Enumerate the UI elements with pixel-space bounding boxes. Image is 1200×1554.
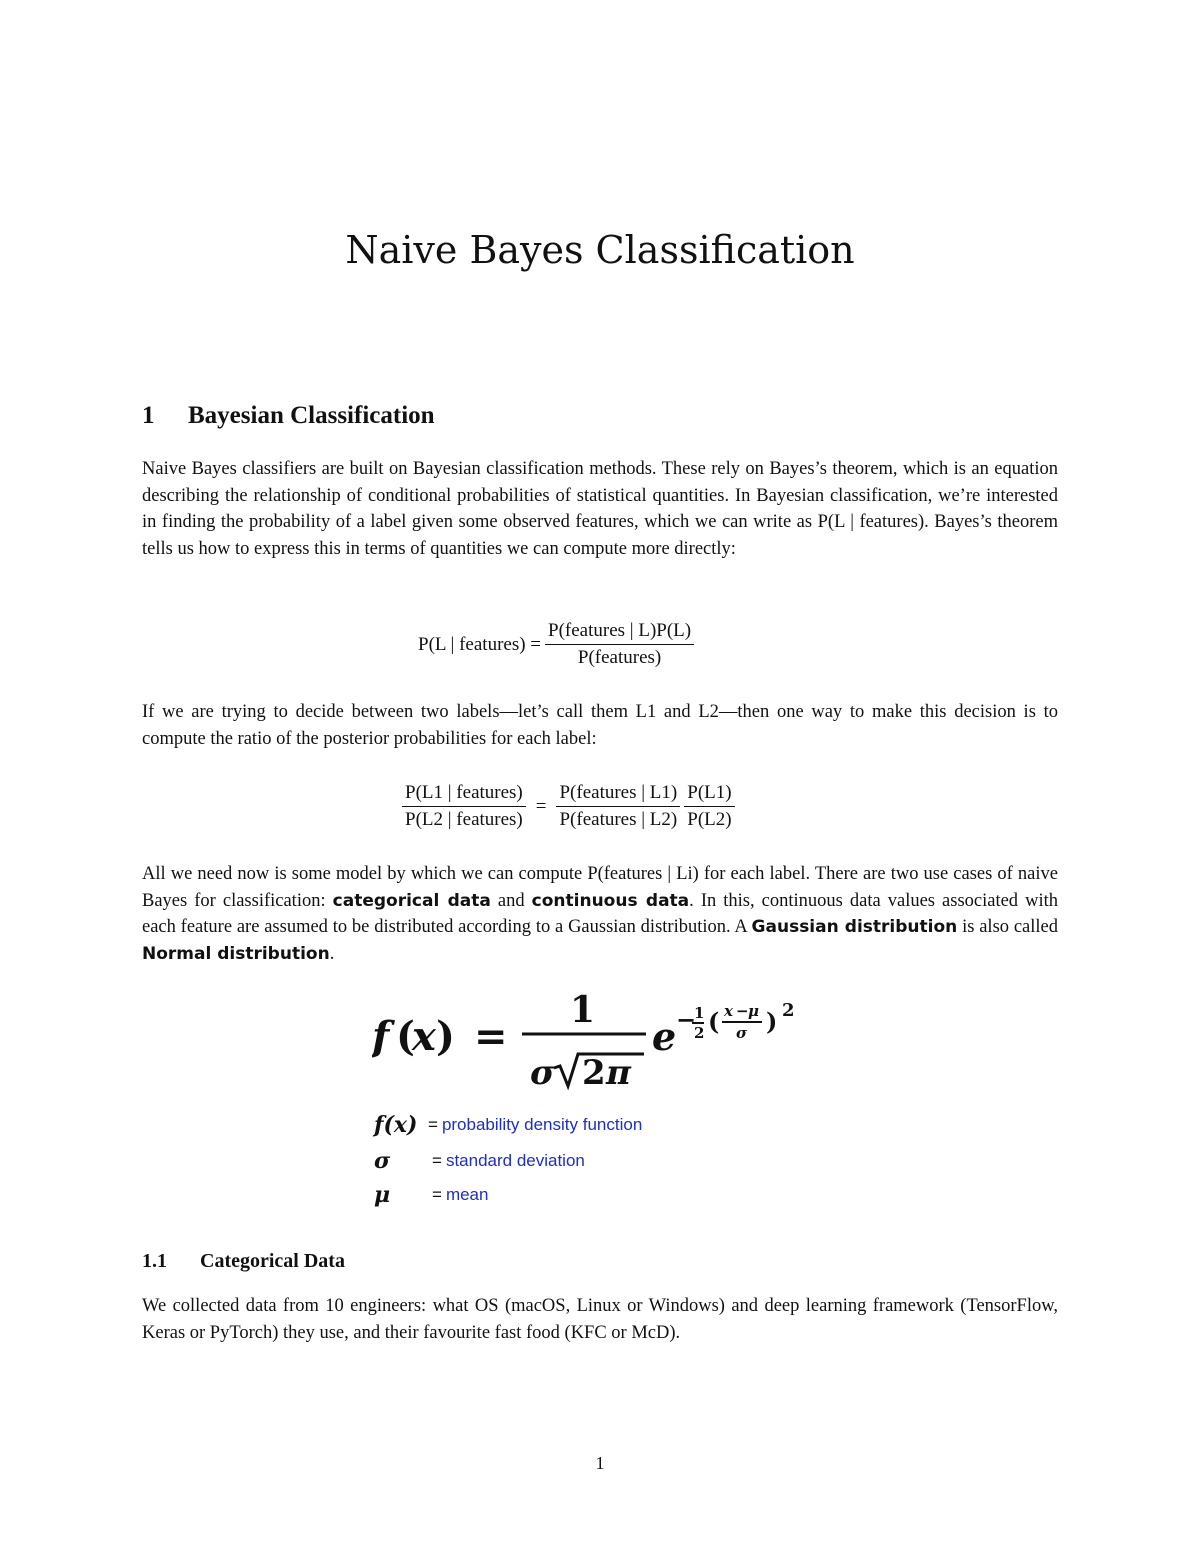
svg-text:−: − [676,1005,697,1034]
bold-term-continuous: continuous data [531,890,690,911]
legend-row-pdf [374,1112,642,1138]
section-title: Bayesian Classification [188,402,435,429]
svg-text:e: e [652,1014,677,1059]
svg-text:f: f [372,1013,390,1060]
svg-text:(: ( [396,1013,415,1060]
svg-text:1: 1 [694,1004,705,1022]
section-number: 1 [142,402,155,429]
svg-text:μ: μ [748,1002,759,1020]
svg-text:π: π [606,1053,631,1093]
text-run: and [490,890,532,911]
equation-numerator: P(features | L)P(L) [545,620,694,645]
svg-text:): ) [766,1007,778,1036]
legend-symbol: f(x) [374,1112,418,1138]
legend-equals: = [432,1151,442,1170]
legend-text: standard deviation [445,1151,585,1170]
gaussian-formula-image [372,988,842,1098]
legend-equals: = [432,1185,442,1204]
text-run: All we need now is some model by which we can compute P(features | Li) for each label. There are two use cases of naive Bayes for classification: [142,864,1058,911]
ratio-rhs2-num: P(L1) [684,782,734,807]
text-run: . [329,943,335,964]
ratio-rhs1-den: P(features | L2) [559,809,678,830]
ratio-lhs-den: P(L2 | features) [405,809,523,830]
ratio-rhs1 [556,782,680,831]
paragraph-use-cases [142,861,1058,967]
svg-text:σ: σ [736,1024,748,1042]
subsection-number: 1.1 [142,1250,167,1272]
bold-term-normal: Normal distribution [142,943,330,964]
legend-text: probability density function [441,1115,643,1134]
document-title: Naive Bayes Classification [345,228,855,272]
legend-text: mean [445,1185,489,1204]
equation-lhs: P(L | features) = [418,633,542,655]
ratio-lhs [402,782,526,831]
svg-text:x: x [412,1013,436,1060]
svg-text:=: = [474,1013,508,1060]
equation-bayes-theorem [418,620,698,669]
paragraph-data-collection: We collected data from 10 engineers: what OS (macOS, Linux or Windows) and deep learning framework (TensorFlow, Keras or PyTorch) they use, and their favourite fast food (KFC or McD). [142,1296,1058,1343]
legend-symbol: σ [374,1148,391,1174]
text-run: is also called [957,917,1058,937]
ratio-rhs2-den: P(L2) [687,809,732,830]
text-run: . In this, continuous data values associated with each feature are assumed to be distributed according to a Gaussian distribution. A [142,890,1058,937]
svg-text:2: 2 [782,1000,795,1021]
equation-fraction [545,620,694,669]
subsection-heading [142,1250,345,1273]
legend-row-mu [374,1182,488,1208]
paragraph-bayes-intro: Naive Bayes classifiers are built on Bayesian classification methods. These rely on Bayes’s theorem, which is an equation describing the relationship of conditional probabilities of statistical quantities. In Bayesian classification, we’re interested in finding the probability of a label given some observed features, which we can write as P(L | features). Bayes’s theorem tells us how to express this in terms of quantities we can compute more directly: [142,459,1058,559]
legend-equals: = [428,1115,438,1134]
svg-text:x: x [724,1002,733,1020]
svg-text:−: − [736,1002,749,1020]
bold-term-categorical: categorical data [332,890,491,911]
ratio-lhs-num: P(L1 | features) [402,782,526,807]
svg-text:σ: σ [530,1053,556,1093]
page-number: 1 [595,1453,605,1473]
svg-text:): ) [436,1013,455,1060]
ratio-equals: = [535,795,547,817]
legend-row-sigma [374,1148,585,1174]
ratio-rhs1-num: P(features | L1) [556,782,680,807]
equation-posterior-ratio [398,782,739,831]
equation-denominator: P(features) [577,647,662,668]
subsection-title: Categorical Data [200,1250,345,1272]
svg-text:(: ( [708,1007,720,1036]
legend-symbol: μ [374,1182,391,1208]
section-heading [142,402,435,430]
paragraph-two-labels: If we are trying to decide between two labels—let’s call them L1 and L2—then one way to make this decision is to compute the ratio of the posterior probabilities for each label: [142,702,1058,749]
svg-text:1: 1 [570,989,596,1031]
bold-term-gaussian: Gaussian distribution [751,917,958,937]
svg-text:2: 2 [694,1024,705,1042]
svg-text:2: 2 [582,1053,606,1093]
ratio-rhs2 [684,782,734,831]
